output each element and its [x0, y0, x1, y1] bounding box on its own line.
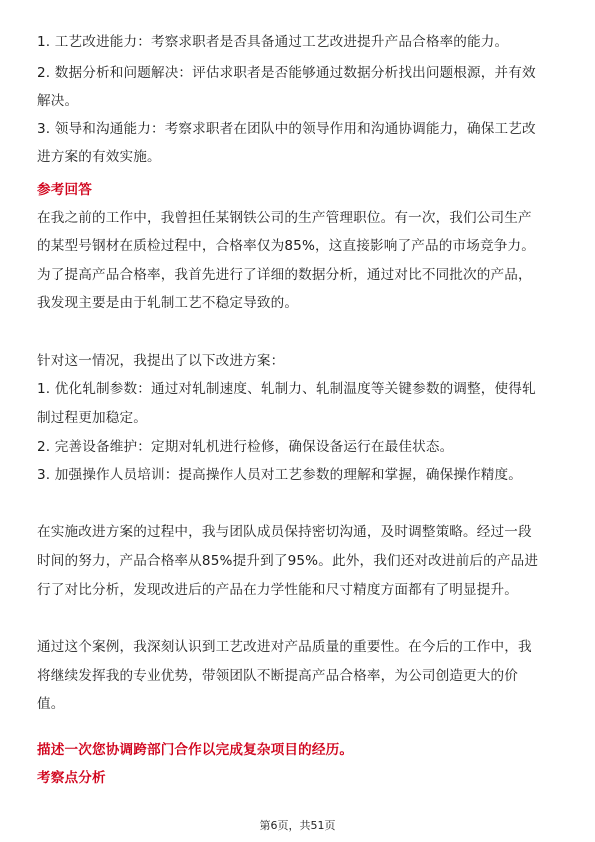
question-heading: 描述一次您协调跨部门合作以完成复杂项目的经历。 — [37, 742, 354, 758]
paragraph-line: 的某型号钢材在质检过程中，合格率仅为85%，这直接影响了产品的市场竞争力。 — [37, 238, 535, 254]
paragraph-line: 将继续发挥我的专业优势，带领团队不断提高产品合格率，为公司创造更大的价 — [37, 668, 519, 684]
paragraph-line: 我发现主要是由于轧制工艺不稳定导致的。 — [37, 295, 299, 311]
paragraph-line: 在我之前的工作中，我曾担任某钢铁公司的生产管理职位。有一次，我们公司生产 — [37, 210, 532, 226]
paragraph-line: 针对这一情况，我提出了以下改进方案： — [37, 353, 285, 369]
paragraph-line: 值。 — [37, 696, 65, 712]
list-item: 制过程更加稳定。 — [37, 410, 147, 426]
list-item: 1. 优化轧制参数：通过对轧制速度、轧制力、轧制温度等关键参数的调整，使得轧 — [37, 381, 536, 397]
page-number-footer: 第6页，共51页 — [259, 819, 336, 832]
paragraph-line: 通过这个案例，我深刻认识到工艺改进对产品质量的重要性。在今后的工作中，我 — [37, 639, 532, 655]
paragraph-line: 时间的努力，产品合格率从85%提升到了95%。此外，我们还对改进前后的产品进 — [37, 553, 539, 569]
paragraph-line: 在实施改进方案的过程中，我与团队成员保持密切沟通，及时调整策略。经过一段 — [37, 524, 532, 540]
list-item: 2. 完善设备维护：定期对轧机进行检修，确保设备运行在最佳状态。 — [37, 439, 454, 455]
paragraph-line: 行了对比分析，发现改进后的产品在力学性能和尺寸精度方面都有了明显提升。 — [37, 582, 519, 598]
list-item: 3. 加强操作人员培训：提高操作人员对工艺参数的理解和掌握，确保操作精度。 — [37, 467, 523, 483]
answer-heading: 参考回答 — [37, 182, 92, 198]
criteria-line: 1. 工艺改进能力：考察求职者是否具备通过工艺改进提升产品合格率的能力。 — [37, 34, 509, 50]
paragraph-line: 为了提高产品合格率，我首先进行了详细的数据分析，通过对比不同批次的产品， — [37, 267, 532, 283]
criteria-line: 2. 数据分析和问题解决：评估求职者是否能够通过数据分析找出问题根源，并有效 — [37, 65, 536, 81]
criteria-line: 3. 领导和沟通能力：考察求职者在团队中的领导作用和沟通协调能力，确保工艺改 — [37, 121, 536, 137]
analysis-heading: 考察点分析 — [37, 770, 106, 786]
criteria-line: 进方案的有效实施。 — [37, 149, 161, 165]
criteria-line: 解决。 — [37, 93, 79, 109]
